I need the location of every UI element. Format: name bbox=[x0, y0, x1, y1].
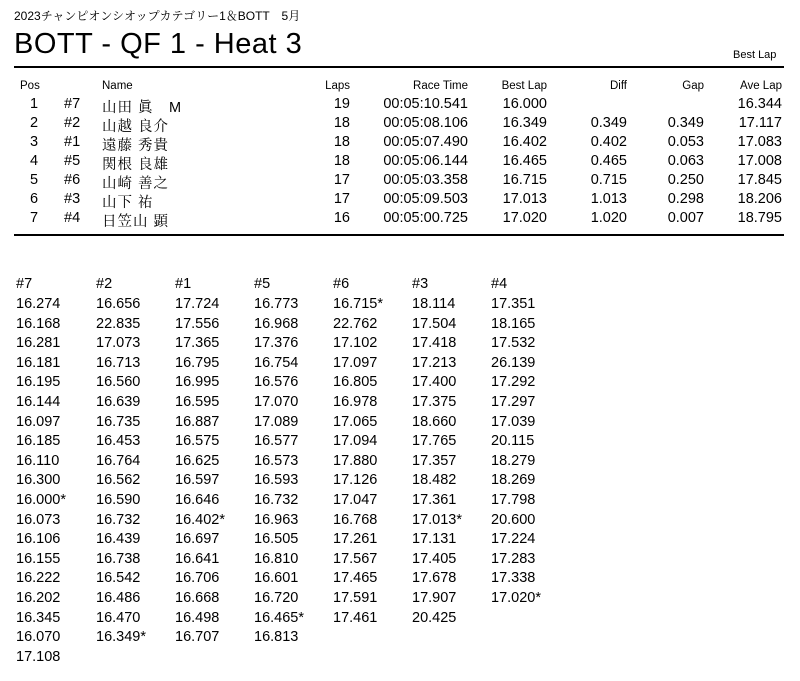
driver-name-cell: 山越 良介 bbox=[102, 119, 170, 135]
lap-time-cell: 17.351 bbox=[491, 296, 536, 312]
lap-time-cell: 17.108 bbox=[16, 649, 61, 665]
pos-cell: 5 bbox=[30, 172, 39, 188]
lap-column-header: #1 bbox=[175, 276, 192, 292]
laps-cell: 18 bbox=[333, 134, 350, 150]
lap-time-cell: 17.880 bbox=[333, 453, 378, 469]
lap-time-cell: 18.165 bbox=[491, 316, 536, 332]
lap-time-cell: 17.292 bbox=[491, 374, 536, 390]
ave-lap-cell: 18.206 bbox=[737, 191, 782, 207]
driver-name-cell: 遠藤 秀貴 bbox=[102, 138, 170, 154]
gap-cell: 0.349 bbox=[667, 115, 704, 131]
lap-time-cell: 17.376 bbox=[254, 335, 299, 351]
lap-time-cell: 16.155 bbox=[16, 551, 61, 567]
lap-time-cell: 17.020* bbox=[491, 590, 541, 606]
lap-time-cell: 17.261 bbox=[333, 531, 378, 547]
lap-time-cell: 17.039 bbox=[491, 414, 536, 430]
pos-cell: 7 bbox=[30, 210, 39, 226]
lap-time-cell: 16.732 bbox=[96, 512, 141, 528]
header-name: Name bbox=[102, 80, 133, 92]
lap-time-cell: 16.601 bbox=[254, 570, 299, 586]
diff-cell: 0.349 bbox=[590, 115, 627, 131]
driver-name-cell: 日笠山 顕 bbox=[102, 214, 170, 230]
driver-name-cell: 山下 祐 bbox=[102, 195, 154, 211]
ave-lap-cell: 16.344 bbox=[737, 96, 782, 112]
lap-time-cell: 16.202 bbox=[16, 590, 61, 606]
lap-time-cell: 17.375 bbox=[412, 394, 457, 410]
header-best-lap: Best Lap bbox=[501, 80, 547, 92]
lap-time-cell: 16.795 bbox=[175, 355, 220, 371]
ave-lap-cell: 17.845 bbox=[737, 172, 782, 188]
lap-time-cell: 16.732 bbox=[254, 492, 299, 508]
lap-time-cell: 16.560 bbox=[96, 374, 141, 390]
lap-time-cell: 17.073 bbox=[96, 335, 141, 351]
best-lap-cell: 16.715 bbox=[502, 172, 547, 188]
lap-time-cell: 16.641 bbox=[175, 551, 220, 567]
pos-cell: 3 bbox=[30, 134, 39, 150]
lap-column-header: #6 bbox=[333, 276, 350, 292]
lap-time-cell: 20.600 bbox=[491, 512, 536, 528]
gap-cell: 0.298 bbox=[667, 191, 704, 207]
lap-time-cell: 16.810 bbox=[254, 551, 299, 567]
lap-time-cell: 17.047 bbox=[333, 492, 378, 508]
lap-time-cell: 16.562 bbox=[96, 472, 141, 488]
lap-column-header: #5 bbox=[254, 276, 271, 292]
race-time-cell: 00:05:03.358 bbox=[383, 172, 468, 188]
lap-time-cell: 16.595 bbox=[175, 394, 220, 410]
header-laps: Laps bbox=[325, 80, 350, 92]
pos-cell: 4 bbox=[30, 153, 39, 169]
best-lap-cell: 17.013 bbox=[502, 191, 547, 207]
lap-time-cell: 17.724 bbox=[175, 296, 220, 312]
car-number-cell: #6 bbox=[64, 172, 81, 188]
lap-time-cell: 16.345 bbox=[16, 610, 61, 626]
lap-time-cell: 26.139 bbox=[491, 355, 536, 371]
lap-time-cell: 17.283 bbox=[491, 551, 536, 567]
lap-time-cell: 20.425 bbox=[412, 610, 457, 626]
car-number-cell: #1 bbox=[64, 134, 81, 150]
lap-time-cell: 16.764 bbox=[96, 453, 141, 469]
lap-time-cell: 16.486 bbox=[96, 590, 141, 606]
lap-time-cell: 17.089 bbox=[254, 414, 299, 430]
lap-time-cell: 16.300 bbox=[16, 472, 61, 488]
race-time-cell: 00:05:08.106 bbox=[383, 115, 468, 131]
lap-time-cell: 17.102 bbox=[333, 335, 378, 351]
lap-time-cell: 16.281 bbox=[16, 335, 61, 351]
lap-time-cell: 16.597 bbox=[175, 472, 220, 488]
lap-time-cell: 17.361 bbox=[412, 492, 457, 508]
lap-time-cell: 16.707 bbox=[175, 629, 220, 645]
ave-lap-cell: 17.083 bbox=[737, 134, 782, 150]
lap-time-cell: 17.461 bbox=[333, 610, 378, 626]
diff-cell: 0.715 bbox=[590, 172, 627, 188]
best-lap-cell: 16.402 bbox=[502, 134, 547, 150]
lap-time-cell: 16.402* bbox=[175, 512, 225, 528]
lap-time-cell: 17.465 bbox=[333, 570, 378, 586]
laps-cell: 17 bbox=[333, 191, 350, 207]
lap-time-cell: 16.073 bbox=[16, 512, 61, 528]
lap-time-cell: 16.805 bbox=[333, 374, 378, 390]
lap-time-cell: 16.168 bbox=[16, 316, 61, 332]
lap-time-cell: 16.000* bbox=[16, 492, 66, 508]
lap-time-cell: 17.405 bbox=[412, 551, 457, 567]
race-time-cell: 00:05:09.503 bbox=[383, 191, 468, 207]
header-gap: Gap bbox=[682, 80, 704, 92]
gap-cell: 0.250 bbox=[667, 172, 704, 188]
lap-time-cell: 16.576 bbox=[254, 374, 299, 390]
gap-cell: 0.053 bbox=[667, 134, 704, 150]
lap-time-cell: 22.762 bbox=[333, 316, 378, 332]
lap-time-cell: 17.907 bbox=[412, 590, 457, 606]
lap-time-cell: 16.097 bbox=[16, 414, 61, 430]
lap-time-cell: 16.470 bbox=[96, 610, 141, 626]
lap-time-cell: 16.195 bbox=[16, 374, 61, 390]
car-number-cell: #2 bbox=[64, 115, 81, 131]
lap-time-cell: 17.532 bbox=[491, 335, 536, 351]
lap-time-cell: 17.798 bbox=[491, 492, 536, 508]
lap-time-cell: 16.754 bbox=[254, 355, 299, 371]
lap-time-cell: 16.735 bbox=[96, 414, 141, 430]
lap-time-cell: 16.706 bbox=[175, 570, 220, 586]
lap-time-cell: 16.713 bbox=[96, 355, 141, 371]
gap-cell: 0.063 bbox=[667, 153, 704, 169]
lap-column-header: #2 bbox=[96, 276, 113, 292]
driver-name-cell: 関根 良雄 bbox=[102, 157, 170, 173]
lap-time-cell: 16.505 bbox=[254, 531, 299, 547]
lap-time-cell: 16.978 bbox=[333, 394, 378, 410]
lap-time-cell: 17.065 bbox=[333, 414, 378, 430]
car-number-cell: #3 bbox=[64, 191, 81, 207]
best-lap-cell: 16.349 bbox=[502, 115, 547, 131]
lap-time-cell: 17.400 bbox=[412, 374, 457, 390]
lap-time-cell: 17.070 bbox=[254, 394, 299, 410]
lap-time-cell: 17.504 bbox=[412, 316, 457, 332]
lap-time-cell: 17.097 bbox=[333, 355, 378, 371]
race-time-cell: 00:05:06.144 bbox=[383, 153, 468, 169]
lap-time-cell: 17.013* bbox=[412, 512, 462, 528]
lap-time-cell: 16.625 bbox=[175, 453, 220, 469]
lap-time-cell: 18.279 bbox=[491, 453, 536, 469]
lap-time-cell: 16.542 bbox=[96, 570, 141, 586]
pos-cell: 1 bbox=[30, 96, 39, 112]
best-lap-cell: 16.000 bbox=[502, 96, 547, 112]
lap-time-cell: 22.835 bbox=[96, 316, 141, 332]
lap-time-cell: 16.887 bbox=[175, 414, 220, 430]
lap-time-cell: 16.573 bbox=[254, 453, 299, 469]
lap-time-cell: 16.715* bbox=[333, 296, 383, 312]
header-ave-lap: Ave Lap bbox=[740, 80, 782, 92]
header-diff: Diff bbox=[609, 80, 627, 92]
header-race-time: Race Time bbox=[413, 80, 468, 92]
lap-time-cell: 16.439 bbox=[96, 531, 141, 547]
pos-cell: 2 bbox=[30, 115, 39, 131]
ave-lap-cell: 17.117 bbox=[738, 115, 782, 131]
header-pos: Pos bbox=[20, 80, 40, 92]
diff-cell: 1.020 bbox=[590, 210, 627, 226]
lap-time-cell: 17.591 bbox=[333, 590, 378, 606]
lap-time-cell: 17.338 bbox=[491, 570, 536, 586]
lap-time-cell: 16.110 bbox=[16, 453, 60, 469]
lap-time-cell: 16.575 bbox=[175, 433, 220, 449]
lap-time-cell: 16.070 bbox=[16, 629, 61, 645]
lap-time-cell: 16.668 bbox=[175, 590, 220, 606]
driver-name-cell: 山崎 善之 bbox=[102, 176, 170, 192]
ave-lap-cell: 18.795 bbox=[737, 210, 782, 226]
lap-column-header: #7 bbox=[16, 276, 33, 292]
lap-time-cell: 16.995 bbox=[175, 374, 220, 390]
best-lap-tag: Best Lap bbox=[733, 49, 777, 61]
lap-time-cell: 17.418 bbox=[412, 335, 457, 351]
lap-time-cell: 18.482 bbox=[412, 472, 457, 488]
pos-cell: 6 bbox=[30, 191, 39, 207]
laps-cell: 17 bbox=[333, 172, 350, 188]
best-lap-cell: 16.465 bbox=[502, 153, 547, 169]
lap-time-cell: 17.365 bbox=[175, 335, 220, 351]
lap-time-cell: 16.349* bbox=[96, 629, 146, 645]
lap-time-cell: 16.963 bbox=[254, 512, 299, 528]
lap-time-cell: 16.697 bbox=[175, 531, 220, 547]
lap-time-cell: 16.185 bbox=[16, 433, 61, 449]
diff-cell: 0.402 bbox=[590, 134, 627, 150]
lap-time-cell: 16.577 bbox=[254, 433, 299, 449]
lap-time-cell: 16.593 bbox=[254, 472, 299, 488]
lap-time-cell: 17.131 bbox=[412, 531, 457, 547]
event-subtitle: 2023チャンピオンシオップカテゴリー1＆BOTT 5月 bbox=[14, 9, 301, 23]
lap-time-cell: 16.181 bbox=[16, 355, 61, 371]
page-title: BOTT - QF 1 - Heat 3 bbox=[14, 28, 303, 60]
lap-time-cell: 16.106 bbox=[16, 531, 61, 547]
lap-time-cell: 16.639 bbox=[96, 394, 141, 410]
lap-time-cell: 17.297 bbox=[491, 394, 536, 410]
lap-time-cell: 17.094 bbox=[333, 433, 378, 449]
diff-cell: 0.465 bbox=[590, 153, 627, 169]
lap-time-cell: 16.738 bbox=[96, 551, 141, 567]
laps-cell: 18 bbox=[333, 153, 350, 169]
lap-time-cell: 16.222 bbox=[16, 570, 61, 586]
lap-time-cell: 16.720 bbox=[254, 590, 299, 606]
lap-time-cell: 17.357 bbox=[412, 453, 457, 469]
lap-time-cell: 16.274 bbox=[16, 296, 61, 312]
lap-time-cell: 16.768 bbox=[333, 512, 378, 528]
gap-cell: 0.007 bbox=[667, 210, 704, 226]
car-number-cell: #5 bbox=[64, 153, 81, 169]
lap-time-cell: 17.126 bbox=[333, 472, 378, 488]
lap-time-cell: 17.224 bbox=[491, 531, 536, 547]
lap-time-cell: 16.773 bbox=[254, 296, 299, 312]
lap-time-cell: 17.678 bbox=[412, 570, 457, 586]
lap-time-cell: 16.465* bbox=[254, 610, 304, 626]
car-number-cell: #4 bbox=[64, 210, 81, 226]
lap-time-cell: 16.646 bbox=[175, 492, 220, 508]
best-lap-cell: 17.020 bbox=[502, 210, 547, 226]
race-time-cell: 00:05:00.725 bbox=[383, 210, 468, 226]
laps-cell: 18 bbox=[333, 115, 350, 131]
driver-name-cell: 山田 眞 M bbox=[102, 100, 183, 116]
race-time-cell: 00:05:10.541 bbox=[383, 96, 468, 112]
lap-time-cell: 16.656 bbox=[96, 296, 141, 312]
lap-time-cell: 16.144 bbox=[16, 394, 61, 410]
race-time-cell: 00:05:07.490 bbox=[383, 134, 468, 150]
ave-lap-cell: 17.008 bbox=[737, 153, 782, 169]
diff-cell: 1.013 bbox=[590, 191, 627, 207]
car-number-cell: #7 bbox=[64, 96, 81, 112]
lap-time-cell: 17.213 bbox=[412, 355, 457, 371]
lap-time-cell: 18.660 bbox=[412, 414, 457, 430]
lap-time-cell: 16.590 bbox=[96, 492, 141, 508]
lap-time-cell: 16.968 bbox=[254, 316, 299, 332]
lap-time-cell: 20.115 bbox=[491, 433, 535, 449]
lap-time-cell: 17.567 bbox=[333, 551, 378, 567]
lap-time-cell: 18.114 bbox=[412, 296, 456, 312]
lap-time-cell: 16.813 bbox=[254, 629, 299, 645]
lap-column-header: #3 bbox=[412, 276, 429, 292]
lap-time-cell: 17.765 bbox=[412, 433, 457, 449]
laps-cell: 16 bbox=[333, 210, 350, 226]
lap-time-cell: 16.453 bbox=[96, 433, 141, 449]
lap-time-cell: 18.269 bbox=[491, 472, 536, 488]
laps-cell: 19 bbox=[333, 96, 350, 112]
lap-time-cell: 17.556 bbox=[175, 316, 220, 332]
lap-time-cell: 16.498 bbox=[175, 610, 220, 626]
lap-column-header: #4 bbox=[491, 276, 508, 292]
